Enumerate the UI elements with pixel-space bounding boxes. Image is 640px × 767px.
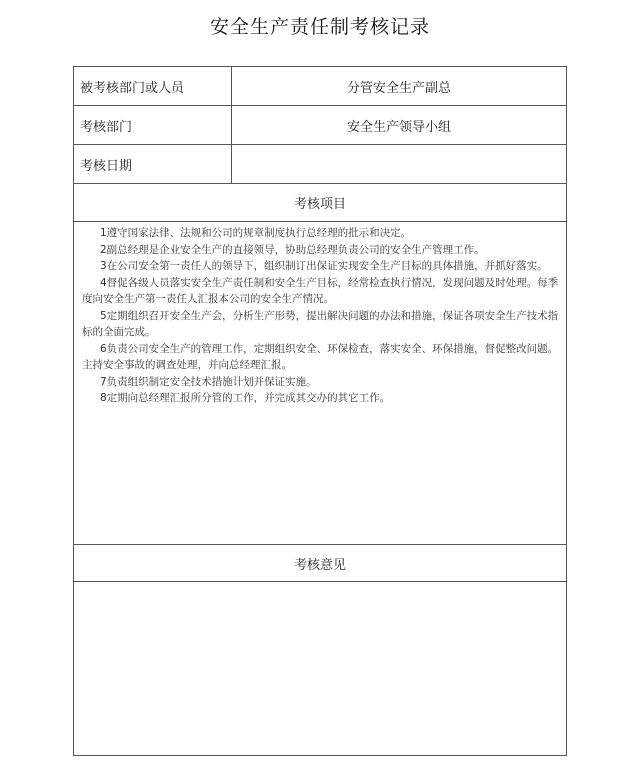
assessed-row	[74, 67, 566, 106]
assessed-label: 被考核部门或人员	[74, 67, 232, 105]
opinion-body	[74, 582, 566, 755]
items-body	[74, 222, 566, 544]
date-label: 考核日期	[74, 145, 232, 183]
list-item: 2副总经理是企业安全生产的直接领导，协助总经理负责公司的安全生产管理工作。	[100, 243, 485, 256]
list-item: 3在公司安全第一责任人的领导下，组织制订出保证实现安全生产目标的具体措施，并抓好落实。	[100, 260, 548, 272]
items-heading: 考核项目	[74, 184, 566, 222]
date-row	[74, 145, 566, 184]
list-item: 8定期向总经理汇报所分管的工作，并完成其交办的其它工作。	[100, 392, 391, 404]
department-row	[74, 106, 566, 145]
assessed-value: 分管安全生产副总	[346, 80, 451, 96]
list-item: 4督促各级人员落实安全生产责任制和安全生产目标，经常检查执行情况，发现问题及时处理。每季度向安全生产第一责任人汇报本公司的安全生产情况。	[82, 276, 559, 305]
department-value: 安全生产领导小组	[346, 119, 451, 135]
assessment-form	[73, 66, 567, 756]
list-item: 1遵守国家法律、法规和公司的规章制度执行总经理的批示和决定。	[100, 227, 412, 239]
list-item: 7负责组织制定安全技术措施计划并保证实施。	[100, 375, 317, 388]
page-title: 安全生产责任制考核记录	[209, 16, 430, 38]
opinion-heading: 考核意见	[74, 544, 566, 582]
list-item: 6负责公司安全生产的管理工作，定期组织安全、环保检查，落实安全、环保措施，督促整改问题。主持安全事故的调查处理，并向总经理汇报。	[82, 342, 559, 371]
list-item: 5定期组织召开安全生产会，分析生产形势，提出解决问题的办法和措施，保证各项安全生产技术指标的全面完成。	[82, 309, 559, 338]
date-value	[232, 145, 566, 183]
department-label: 考核部门	[74, 106, 232, 144]
